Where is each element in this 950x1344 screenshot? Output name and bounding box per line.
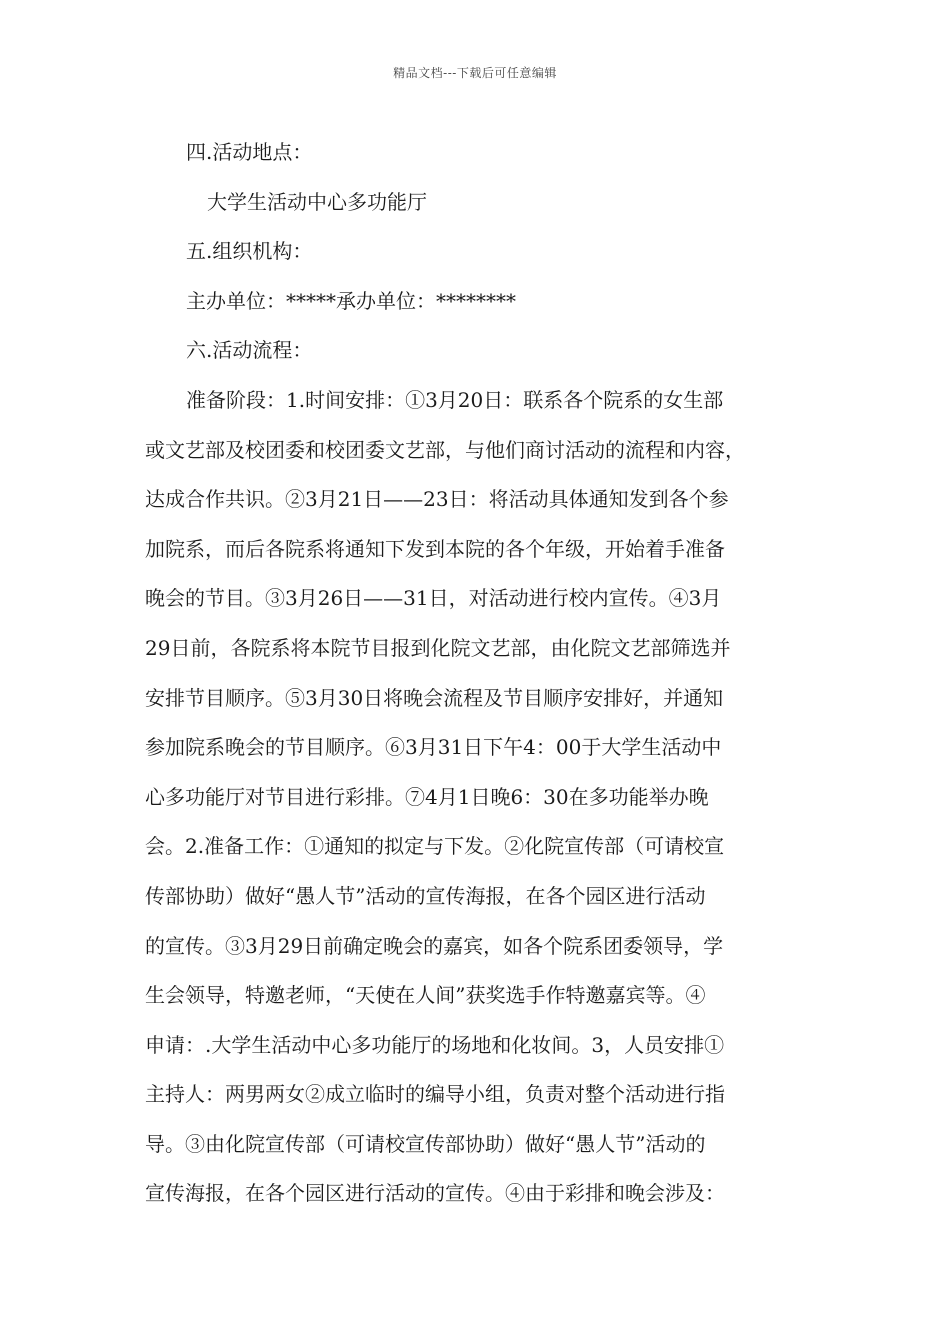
paragraph-line: 宣传海报，在各个园区进行活动的宣传。④由于彩排和晚会涉及： bbox=[145, 1181, 725, 1206]
paragraph-line: 加院系，而后各院系将通知下发到本院的各个年级，开始着手准备 bbox=[145, 536, 725, 561]
org-heading: 五.组织机构： bbox=[186, 239, 313, 264]
document-body bbox=[145, 128, 825, 1219]
paragraph-line: 主持人：两男两女②成立临时的编导小组，负责对整个活动进行指 bbox=[145, 1082, 725, 1107]
paragraph-line: 生会领导，特邀老师，“天使在人间”获奖选手作特邀嘉宾等。④ bbox=[145, 983, 706, 1008]
paragraph-line: 导。③由化院宣传部（可请校宣传部协助）做好“愚人节”活动的 bbox=[145, 1131, 706, 1156]
org-value: 主办单位：*****承办单位：******** bbox=[186, 288, 516, 313]
paragraph-line: 晚会的节目。③3月26日——31日，对活动进行校内宣传。④3月 bbox=[145, 586, 722, 611]
paragraph-line: 心多功能厅对节目进行彩排。⑦4月1日晚6：30在多功能举办晚 bbox=[145, 784, 709, 809]
paragraph-line: 的宣传。③3月29日前确定晚会的嘉宾，如各个院系团委领导，学 bbox=[145, 933, 724, 958]
paragraph-line: 参加院系晚会的节目顺序。⑥3月31日下午4：00于大学生活动中 bbox=[145, 735, 722, 760]
paragraph-line: 或文艺部及校团委和校团委文艺部，与他们商讨活动的流程和内容， bbox=[145, 437, 745, 462]
paragraph-line: 安排节目顺序。⑤3月30日将晚会流程及节目顺序安排好，并通知 bbox=[145, 685, 724, 710]
paragraph-line: 准备阶段：1.时间安排：①3月20日：联系各个院系的女生部 bbox=[186, 387, 724, 412]
page-header: 精品文档---下载后可任意编辑 bbox=[393, 66, 557, 80]
paragraph-line: 达成合作共识。②3月21日——23日：将活动具体通知发到各个参 bbox=[145, 487, 729, 512]
paragraph-line: 会。2.准备工作：①通知的拟定与下发。②化院宣传部（可请校宣 bbox=[145, 834, 725, 859]
location-value: 大学生活动中心多功能厅 bbox=[207, 189, 427, 214]
flow-paragraph bbox=[145, 376, 825, 1219]
location-heading: 四.活动地点： bbox=[186, 140, 313, 164]
paragraph-line: 申请：.大学生活动中心多功能厅的场地和化妆间。3，人员安排① bbox=[145, 1032, 725, 1057]
paragraph-line: 传部协助）做好“愚人节”活动的宣传海报，在各个园区进行活动 bbox=[145, 883, 706, 908]
paragraph-line: 29日前，各院系将本院节目报到化院文艺部，由化院文艺部筛选并 bbox=[145, 635, 731, 660]
flow-heading: 六.活动流程： bbox=[186, 338, 313, 363]
